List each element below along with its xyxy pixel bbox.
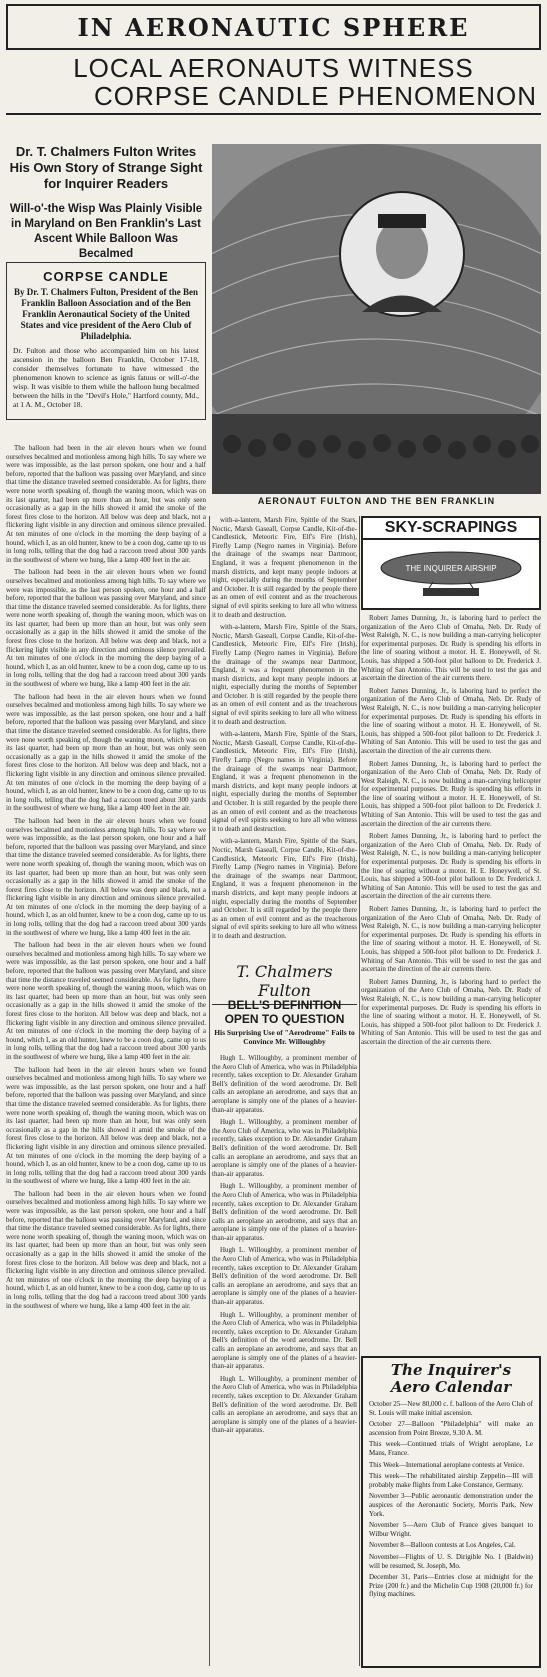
box-body: Dr. Fulton and those who accompanied him on his latest ascension in the balloon Ben Franklin, October 17-18, consider themselves fortunate to have witnessed the phenomenon known to science as ignis fatuus or will-o'-the wisp. It was visible to them while the balloon hung becalmed between the hills in the "Devil's Hole," Hartford county, Md., at 1 A. M., October 18. — [13, 346, 199, 409]
bell-article-column: Hugh L. Willoughby, a prominent member of the Aero Club of America, who was in Philadelphia recently, takes exception to Dr. Alexander Graham Bell's definition of the word aerodrome. Dr. Bell calls an aeroplane an aerodrome, and says that an aeroplane is simply one of the planes of a heavier-than-air apparatus. Hugh L. Willoughby, a prominent member of the Aero Club of America, who was in Philadelphia recently, takes exception to Dr. Alexander Graham Bell's definition of the word aerodrome. Dr. Bell calls an aeroplane an aerodrome, and says that an aeroplane is simply one of the planes of a heavier-than-air apparatus. Hugh L. Willoughby, a prominent member of the Aero Club of America, who was in Philadelphia recently, takes exception to Dr. Alexander Graham Bell's definition of the word aerodrome. Dr. Bell calls an aeroplane an aerodrome, and says that an aeroplane is simply one of the planes of a heavier-than-air apparatus. Hugh L. Willoughby, a prominent member of the Aero Club of America, who was in Philadelphia recently, takes exception to Dr. Alexander Graham Bell's definition of the word aerodrome. Dr. Bell calls an aeroplane an aerodrome, and says that an aeroplane is simply one of the planes of a heavier-than-air apparatus. Hugh L. Willoughby, a prominent member of the Aero Club of America, who was in Philadelphia recently, takes exception to Dr. Alexander Graham Bell's definition of the word aerodrome. Dr. Bell calls an aeroplane an aerodrome, and says that an aeroplane is simply one of the planes of a heavier-than-air apparatus. Hugh L. Willoughby, a prominent member of the Aero Club of America, who was in Philadelphia recently, takes exception to Dr. Alexander Graham Bell's definition of the word aerodrome. Dr. Bell calls an aeroplane an aerodrome, and says that an aeroplane is simply one of the planes of a heavier-than-air apparatus. — [212, 1054, 357, 1435]
sky-scrapings-title: SKY-SCRAPINGS — [363, 518, 539, 540]
calendar-entry: This Week—International aeroplane contests at Venice. — [369, 1460, 525, 1469]
box-byline: By Dr. T. Chalmers Fulton, President of the Ben Franklin Balloon Association and of the Ben Franklin Aeronautical Society of the United States and vice president of the Aero Club of Philadelphia. — [14, 287, 198, 341]
airship-label: THE INQUIRER AIRSHIP — [405, 564, 497, 573]
box-title: CORPSE CANDLE — [43, 269, 169, 284]
photo-balloon — [212, 144, 541, 494]
calendar-entry: November 3—Public aeronautic demonstration under the auspices of the Aeronautic Society, Morris Park, New York. — [369, 1492, 533, 1518]
column-divider — [209, 516, 210, 1666]
sky-scrapings-box — [361, 516, 541, 610]
calendar-entry: This week—The rehabilitated airship Zeppelin—III will probably make flights from Lake Constance, Germany. — [369, 1472, 533, 1489]
corpse-candle-box — [6, 262, 206, 420]
calendar-entry: November—Flights of U. S. Dirigible No. 1 (Baldwin) will be resumed, St. Joseph, Mo. — [369, 1552, 533, 1570]
secondary-deck: Will-o'-the Wisp Was Plainly Visible in Maryland on Ben Franklin's Last Ascent While Balloon Was Becalmed — [9, 203, 203, 260]
calendar-entry: November 5—Aero Club of France gives banquet to Wilbur Wright. — [369, 1521, 533, 1538]
article-column-middle: with-a-lantern, Marsh Fire, Spittle of the Stars, Noctic, Marsh Gaseall, Corpse Candle, Kit-of-the-Candlestick, Meteoric Fire, Elf's Fire (Irish), Firefly Lamp (Negro names in Virginia). Before the drainage of the swamps near Dartmoor, England, it was a frequent phenomenon in the marsh districts, and kept many people indoors at night, especially during the months of September and October. It is still regarded by the people there as an omen of evil content and as the treacherous signal of evil spirits seeking to lure all who witness it to death and destruction. with-a-lantern, Marsh Fire, Spittle of the Stars, Noctic, Marsh Gaseall, Corpse Candle, Kit-of-the-Candlestick, Meteoric Fire, Elf's Fire (Irish), Firefly Lamp (Negro names in Virginia). Before the drainage of the swamps near Dartmoor, England, it was a frequent phenomenon in the marsh districts, and kept many people indoors at night, especially during the months of September and October. It is still regarded by the people there as an omen of evil content and as the treacherous signal of evil spirits seeking to lure all who witness it to death and destruction. with-a-lantern, Marsh Fire, Spittle of the Stars, Noctic, Marsh Gaseall, Corpse Candle, Kit-of-the-Candlestick, Meteoric Fire, Elf's Fire (Irish), Firefly Lamp (Negro names in Virginia). Before the drainage of the swamps near Dartmoor, England, it was a frequent phenomenon in the marsh districts, and kept many people indoors at night, especially during the months of September and October. It is still regarded by the people there as an omen of evil content and as the treacherous signal of evil spirits seeking to lure all who witness it to death and destruction. with-a-lantern, Marsh Fire, Spittle of the Stars, Noctic, Marsh Gaseall, Corpse Candle, Kit-of-the-Candlestick, Meteoric Fire, Elf's Fire (Irish), Firefly Lamp (Negro names in Virginia). Before the drainage of the swamps near Dartmoor, England, it was a frequent phenomenon in the marsh districts, and kept many people indoors at night, especially during the months of September and October. It is still regarded by the people there as an omen of evil content and as the treacherous signal of evil spirits seeking to lure all who witness it to death and destruction. — [212, 516, 357, 940]
section-banner: IN AERONAUTIC SPHERE — [6, 4, 541, 50]
headline-line-2: CORPSE CANDLE PHENOMENON — [94, 81, 537, 111]
calendar-entry: November 8—Balloon contests at Los Angeles, Cal. — [369, 1541, 516, 1550]
divider — [6, 113, 541, 115]
column-divider — [359, 516, 360, 1666]
bell-subheadline: His Surprising Use of "Aerodrome" Fails to Convince Mr. Willoughby — [214, 1028, 355, 1046]
article-column-left: The balloon had been in the air eleven hours when we found ourselves becalmed and motionless among high hills. To say where we were was impossible, as the last person spoken, one hour and a half before, reported that the balloon was passing over Maryland, and since that time the distance traveled seemed considerable. As for lights, there were none worth speaking of, though the waning moon, which was on its last quarter, had been up more than an hour, but was only seen occasionally as a gap in the hills showed it amid the smoke of the forest fires close to the horizon. All below was deep and black, not a flickering light visible in any direction and ominous silence prevailed. At ten minutes of one o'clock in the morning the deep baying of a hound, which I, as an old hunter, knew to be a coon dog, came up to us in long rolls, telling that the dog had a raccoon treed about 300 yards in the southwest of where we hung, like a lamp 400 feet in the air. The balloon had been in the air eleven hours when we found ourselves becalmed and motionless among high hills. To say where we were was impossible, as the last person spoken, one hour and a half before, reported that the balloon was passing over Maryland, and since that time the distance traveled seemed considerable. As for lights, there were none worth speaking of, though the waning moon, which was on its last quarter, had been up more than an hour, but was only seen occasionally as a gap in the hills showed it amid the smoke of the forest fires close to the horizon. All below was deep and black, not a flickering light visible in any direction and ominous silence prevailed. At ten minutes of one o'clock in the morning the deep baying of a hound, which I, as an old hunter, knew to be a coon dog, came up to us in long rolls, telling that the dog had a raccoon treed about 300 yards in the southwest of where we hung, like a lamp 400 feet in the air. The balloon had been in the air eleven hours when we found ourselves becalmed and motionless among high hills. To say where we were was impossible, as the last person spoken, one hour and a half before, reported that the balloon was passing over Maryland, and since that time the distance traveled seemed considerable. As for lights, there were none worth speaking of, though the waning moon, which was on its last quarter, had been up more than an hour, but was only seen occasionally as a gap in the hills showed it amid the smoke of the forest fires close to the horizon. All below was deep and black, not a flickering light visible in any direction and ominous silence prevailed. At ten minutes of one o'clock in the morning the deep baying of a hound, which I, as an old hunter, knew to be a coon dog, came up to us in long rolls, telling that the dog had a raccoon treed about 300 yards in the southwest of where we hung, like a lamp 400 feet in the air. The balloon had been in the air eleven hours when we found ourselves becalmed and motionless among high hills. To say where we were was impossible, as the last person spoken, one hour and a half before, reported that the balloon was passing over Maryland, and since that time the distance traveled seemed considerable. As for lights, there were none worth speaking of, though the waning moon, which was on its last quarter, had been up more than an hour, but was only seen occasionally as a gap in the hills showed it amid the smoke of the forest fires close to the horizon. All below was deep and black, not a flickering light visible in any direction and ominous silence prevailed. At ten minutes of one o'clock in the morning the deep baying of a hound, which I, as an old hunter, knew to be a coon dog, came up to us in long rolls, telling that the dog had a raccoon treed about 300 yards in the southwest of where we hung, like a lamp 400 feet in the air. The balloon had been in the air eleven hours when we found ourselves becalmed and motionless among high hills. To say where we were was impossible, as the last person spoken, one hour and a half before, reported that the balloon was passing over Maryland, and since that time the distance traveled seemed considerable. As for lights, there were none worth speaking of, though the waning moon, which was on its last quarter, had been up more than an hour, but was only seen occasionally as a gap in the hills showed it amid the smoke of the forest fires close to the horizon. All below was deep and black, not a flickering light visible in any direction and ominous silence prevailed. At ten minutes of one o'clock in the morning the deep baying of a hound, which I, as an old hunter, knew to be a coon dog, came up to us in long rolls, telling that the dog had a raccoon treed about 300 yards in the southwest of where we hung, like a lamp 400 feet in the air. The balloon had been in the air eleven hours when we found ourselves becalmed and motionless among high hills. To say where we were was impossible, as the last person spoken, one hour and a half before, reported that the balloon was passing over Maryland, and since that time the distance traveled seemed considerable. As for lights, there were none worth speaking of, though the waning moon, which was on its last quarter, had been up more than an hour, but was only seen occasionally as a gap in the hills showed it amid the smoke of the forest fires close to the horizon. All below was deep and black, not a flickering light visible in any direction and ominous silence prevailed. At ten minutes of one o'clock in the morning the deep baying of a hound, which I, as an old hunter, knew to be a coon dog, came up to us in long rolls, telling that the dog had a raccoon treed about 300 yards in the southwest of where we hung, like a lamp 400 feet in the air. The balloon had been in the air eleven hours when we found ourselves becalmed and motionless among high hills. To say where we were was impossible, as the last person spoken, one hour and a half before, reported that the balloon was passing over Maryland, and since that time the distance traveled seemed considerable. As for lights, there were none worth speaking of, though the waning moon, which was on its last quarter, had been up more than an hour, but was only seen occasionally as a gap in the hills showed it amid the smoke of the forest fires close to the horizon. All below was deep and black, not a flickering light visible in any direction and ominous silence prevailed. At ten minutes of one o'clock in the morning the deep baying of a hound, which I, as an old hunter, knew to be a coon dog, came up to us in long rolls, telling that the dog had a raccoon treed about 300 yards in the southwest of where we hung, like a lamp 400 feet in the air. — [6, 444, 206, 1310]
balloon-photo-image — [212, 144, 541, 494]
calendar-entry: October 27—Balloon "Philadelphia" will make an ascension from Point Breeze, 9.30 A. M. — [369, 1420, 533, 1437]
bell-headline: BELL'S DEFINITION OPEN TO QUESTION — [224, 998, 345, 1026]
author-signature: T. Chalmers Fulton — [212, 962, 357, 1005]
headline-line-1: LOCAL AERONAUTS WITNESS — [73, 53, 474, 83]
aero-calendar-box — [361, 1356, 541, 1668]
calendar-title: The Inquirer's Aero Calendar — [390, 1361, 512, 1396]
airship-icon — [363, 540, 539, 610]
calendar-entry: October 25—New 80,000 c. f. balloon of the Aero Club of St. Louis will make initial ascension. — [369, 1400, 533, 1417]
calendar-entry: This week—Continued trials of Wright aeroplane, Le Mans, France. — [369, 1440, 533, 1457]
subheadline: Dr. T. Chalmers Fulton Writes His Own Story of Strange Sight for Inquirer Readers — [9, 144, 203, 191]
article-column-right: Robert James Dunning, Jr., is laboring hard to perfect the organization of the Aero Club of Omaha, Neb. Dr. Rudy of West Raleigh, N. C., is now building a man-carrying helicopter for experimental purposes. Dr. Rudy is spending his efforts in the line of soaring without a motor. H. E. Honeywell, of St. Louis, has shipped a 500-foot pilot balloon to Dr. Frederick J. Whiting of San Antonio. This will be used to test the gas and ascertain the direction of the air currents there. Robert James Dunning, Jr., is laboring hard to perfect the organization of the Aero Club of Omaha, Neb. Dr. Rudy of West Raleigh, N. C., is now building a man-carrying helicopter for experimental purposes. Dr. Rudy is spending his efforts in the line of soaring without a motor. H. E. Honeywell, of St. Louis, has shipped a 500-foot pilot balloon to Dr. Frederick J. Whiting of San Antonio. This will be used to test the gas and ascertain the direction of the air currents there. Robert James Dunning, Jr., is laboring hard to perfect the organization of the Aero Club of Omaha, Neb. Dr. Rudy of West Raleigh, N. C., is now building a man-carrying helicopter for experimental purposes. Dr. Rudy is spending his efforts in the line of soaring without a motor. H. E. Honeywell, of St. Louis, has shipped a 500-foot pilot balloon to Dr. Frederick J. Whiting of San Antonio. This will be used to test the gas and ascertain the direction of the air currents there. Robert James Dunning, Jr., is laboring hard to perfect the organization of the Aero Club of Omaha, Neb. Dr. Rudy of West Raleigh, N. C., is now building a man-carrying helicopter for experimental purposes. Dr. Rudy is spending his efforts in the line of soaring without a motor. H. E. Honeywell, of St. Louis, has shipped a 500-foot pilot balloon to Dr. Frederick J. Whiting of San Antonio. This will be used to test the gas and ascertain the direction of the air currents there. Robert James Dunning, Jr., is laboring hard to perfect the organization of the Aero Club of Omaha, Neb. Dr. Rudy of West Raleigh, N. C., is now building a man-carrying helicopter for experimental purposes. Dr. Rudy is spending his efforts in the line of soaring without a motor. H. E. Honeywell, of St. Louis, has shipped a 500-foot pilot balloon to Dr. Frederick J. Whiting of San Antonio. This will be used to test the gas and ascertain the direction of the air currents there. Robert James Dunning, Jr., is laboring hard to perfect the organization of the Aero Club of Omaha, Neb. Dr. Rudy of West Raleigh, N. C., is now building a man-carrying helicopter for experimental purposes. Dr. Rudy is spending his efforts in the line of soaring without a motor. H. E. Honeywell, of St. Louis, has shipped a 500-foot pilot balloon to Dr. Frederick J. Whiting of San Antonio. This will be used to test the gas and ascertain the direction of the air currents there. — [361, 614, 541, 1046]
photo-caption: AERONAUT FULTON AND THE BEN FRANKLIN — [257, 496, 496, 506]
newspaper-page — [6, 4, 541, 1669]
calendar-entry: December 31, Paris—Entries close at midnight for the Prize (200 fr.) and the Michelin Cup 1908 (20,000 fr.) for flying machines. — [369, 1573, 533, 1599]
